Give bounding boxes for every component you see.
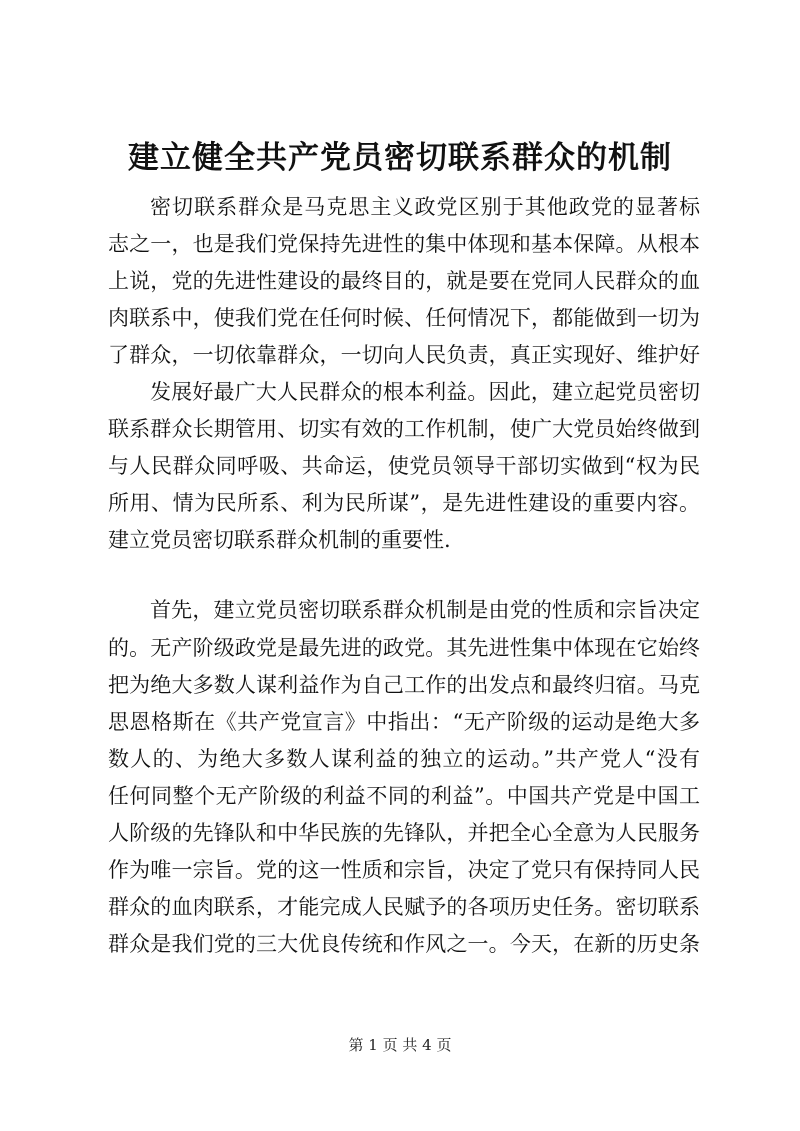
paragraph-line: 发展好最广大人民群众的根本利益。因此，建立起党员密切 (150, 380, 700, 404)
paragraph-line: 志之一，也是我们党保持先进性的集中体现和基本保障。从根本 (108, 232, 700, 256)
paragraph-line: 把为绝大多数人谋利益作为自己工作的出发点和最终归宿。马克 (108, 673, 700, 697)
paragraph-line: 作为唯一宗旨。党的这一性质和宗旨，决定了党只有保持同人民 (108, 858, 700, 882)
paragraph-line: 肉联系中，使我们党在任何时候、任何情况下，都能做到一切为 (108, 306, 700, 330)
paragraph-line: 密切联系群众是马克思主义政党区别于其他政党的显著标 (150, 195, 700, 219)
document-title: 建立健全共产党员密切联系群众的机制 (128, 140, 672, 176)
paragraph-line: 联系群众长期管用、切实有效的工作机制，使广大党员始终做到 (108, 417, 700, 441)
paragraph-line: 群众的血肉联系，才能完成人民赋予的各项历史任务。密切联系 (108, 895, 700, 919)
paragraph-line: 上说，党的先进性建设的最终目的，就是要在党同人民群众的血 (108, 269, 700, 293)
paragraph-line: 任何同整个无产阶级的利益不同的利益”。中国共产党是中国工 (108, 784, 700, 808)
paragraph-line: 了群众，一切依靠群众，一切向人民负责，真正实现好、维护好 (108, 343, 700, 367)
paragraph-line: 数人的、为绝大多数人谋利益的独立的运动。”共产党人“没有 (108, 747, 700, 771)
paragraph-line: 所用、情为民所系、利为民所谋”，是先进性建设的重要内容。 (108, 491, 700, 515)
paragraph-line: 群众是我们党的三大优良传统和作风之一。今天，在新的历史条 (108, 932, 700, 956)
section-heading: 建立党员密切联系群众机制的重要性. (108, 528, 451, 552)
paragraph-line: 与人民群众同呼吸、共命运，使党员领导干部切实做到“权为民 (108, 454, 700, 478)
paragraph-line: 的。无产阶级政党是最先进的政党。其先进性集中体现在它始终 (108, 636, 700, 660)
paragraph-line: 思恩格斯在《共产党宣言》中指出：“无产阶级的运动是绝大多 (108, 710, 700, 734)
paragraph-line: 首先，建立党员密切联系群众机制是由党的性质和宗旨决定 (150, 598, 700, 622)
paragraph-line: 人阶级的先锋队和中华民族的先锋队，并把全心全意为人民服务 (108, 821, 700, 845)
page-number: 第 1 页 共 4 页 (348, 1036, 452, 1054)
